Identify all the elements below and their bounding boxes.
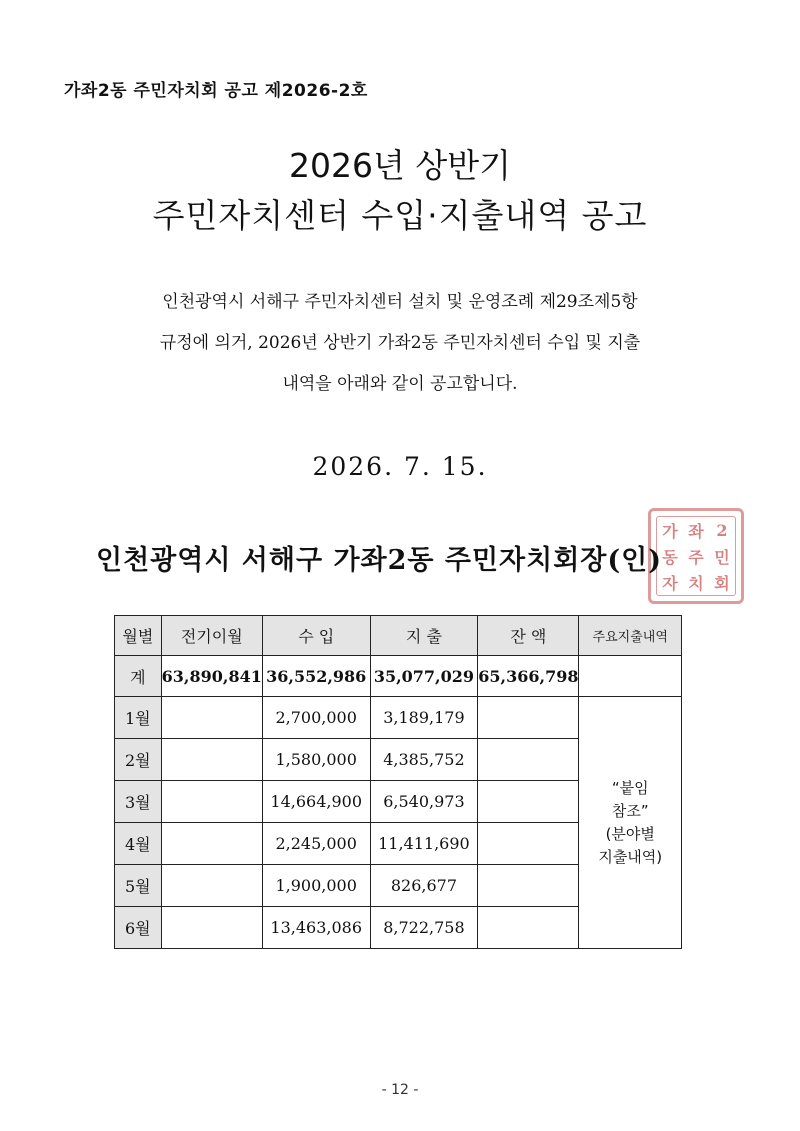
table-header-row xyxy=(115,616,682,656)
row-balance xyxy=(478,823,579,865)
row-carryover xyxy=(161,739,262,781)
total-carryover: 63,890,841 xyxy=(161,656,262,697)
title-line-1: 2026년 상반기 xyxy=(289,146,511,185)
main-expenses-note xyxy=(579,697,682,949)
header-main-expenses: 주요지출내역 xyxy=(579,616,682,656)
row-income: 14,664,900 xyxy=(262,781,370,823)
row-balance xyxy=(478,865,579,907)
row-carryover xyxy=(161,865,262,907)
row-balance xyxy=(478,907,579,949)
row-carryover xyxy=(161,781,262,823)
seal-char: 회 xyxy=(714,573,730,593)
row-balance xyxy=(478,697,579,739)
row-carryover xyxy=(161,907,262,949)
table-row xyxy=(115,697,682,739)
header-expense: 지 출 xyxy=(370,616,478,656)
row-month: 6월 xyxy=(115,907,162,949)
row-expense: 8,722,758 xyxy=(370,907,478,949)
header-month: 월별 xyxy=(115,616,162,656)
row-balance xyxy=(478,739,579,781)
body-text-line-2: 규정에 의거, 2026년 상반기 가좌2동 주민자치센터 수입 및 지출 xyxy=(159,333,641,353)
row-income: 13,463,086 xyxy=(262,907,370,949)
seal-char: 가 xyxy=(662,521,678,541)
row-month: 3월 xyxy=(115,781,162,823)
row-expense: 826,677 xyxy=(370,865,478,907)
table-total-row xyxy=(115,656,682,697)
total-balance: 65,366,798 xyxy=(478,656,579,697)
total-label: 계 xyxy=(115,656,162,697)
seal-char: 치 xyxy=(688,573,704,593)
row-carryover xyxy=(161,823,262,865)
row-month: 1월 xyxy=(115,697,162,739)
header-income: 수 입 xyxy=(262,616,370,656)
row-month: 2월 xyxy=(115,739,162,781)
note-line: (분야별 xyxy=(605,824,655,843)
note-line: 참조” xyxy=(611,801,649,820)
row-income: 2,245,000 xyxy=(262,823,370,865)
title-line-2: 주민자치센터 수입·지출내역 공고 xyxy=(152,196,648,235)
row-expense: 11,411,690 xyxy=(370,823,478,865)
signer-name: 인천광역시 서해구 가좌2동 주민자치회장(인) xyxy=(96,545,663,576)
row-income: 1,900,000 xyxy=(262,865,370,907)
seal-char: 자 xyxy=(662,573,678,593)
seal-char: 좌 xyxy=(688,521,704,541)
seal-char: 2 xyxy=(716,520,728,540)
note-line: “붙임 xyxy=(611,778,649,797)
header-balance: 잔 액 xyxy=(478,616,579,656)
official-seal xyxy=(648,508,744,604)
row-income: 1,580,000 xyxy=(262,739,370,781)
body-text-line-3: 내역을 아래와 같이 공고합니다. xyxy=(282,374,518,394)
row-expense: 4,385,752 xyxy=(370,739,478,781)
seal-char: 동 xyxy=(662,547,678,567)
total-note xyxy=(579,656,682,697)
row-month: 5월 xyxy=(115,865,162,907)
row-month: 4월 xyxy=(115,823,162,865)
row-expense: 3,189,179 xyxy=(370,697,478,739)
seal-char: 민 xyxy=(714,547,730,567)
row-carryover xyxy=(161,697,262,739)
income-expense-table xyxy=(114,615,682,949)
seal-char: 주 xyxy=(688,547,704,567)
row-balance xyxy=(478,781,579,823)
row-expense: 6,540,973 xyxy=(370,781,478,823)
header-carryover: 전기이월 xyxy=(161,616,262,656)
page-number: - 12 - xyxy=(381,1082,419,1098)
total-income: 36,552,986 xyxy=(262,656,370,697)
total-expense: 35,077,029 xyxy=(370,656,478,697)
document-number: 가좌2동 주민자치회 공고 제2026-2호 xyxy=(64,81,368,101)
row-income: 2,700,000 xyxy=(262,697,370,739)
announcement-date: 2026. 7. 15. xyxy=(312,452,488,481)
note-line: 지출내역) xyxy=(598,847,663,866)
body-text-line-1: 인천광역시 서해구 주민자치센터 설치 및 운영조례 제29조제5항 xyxy=(162,292,638,312)
